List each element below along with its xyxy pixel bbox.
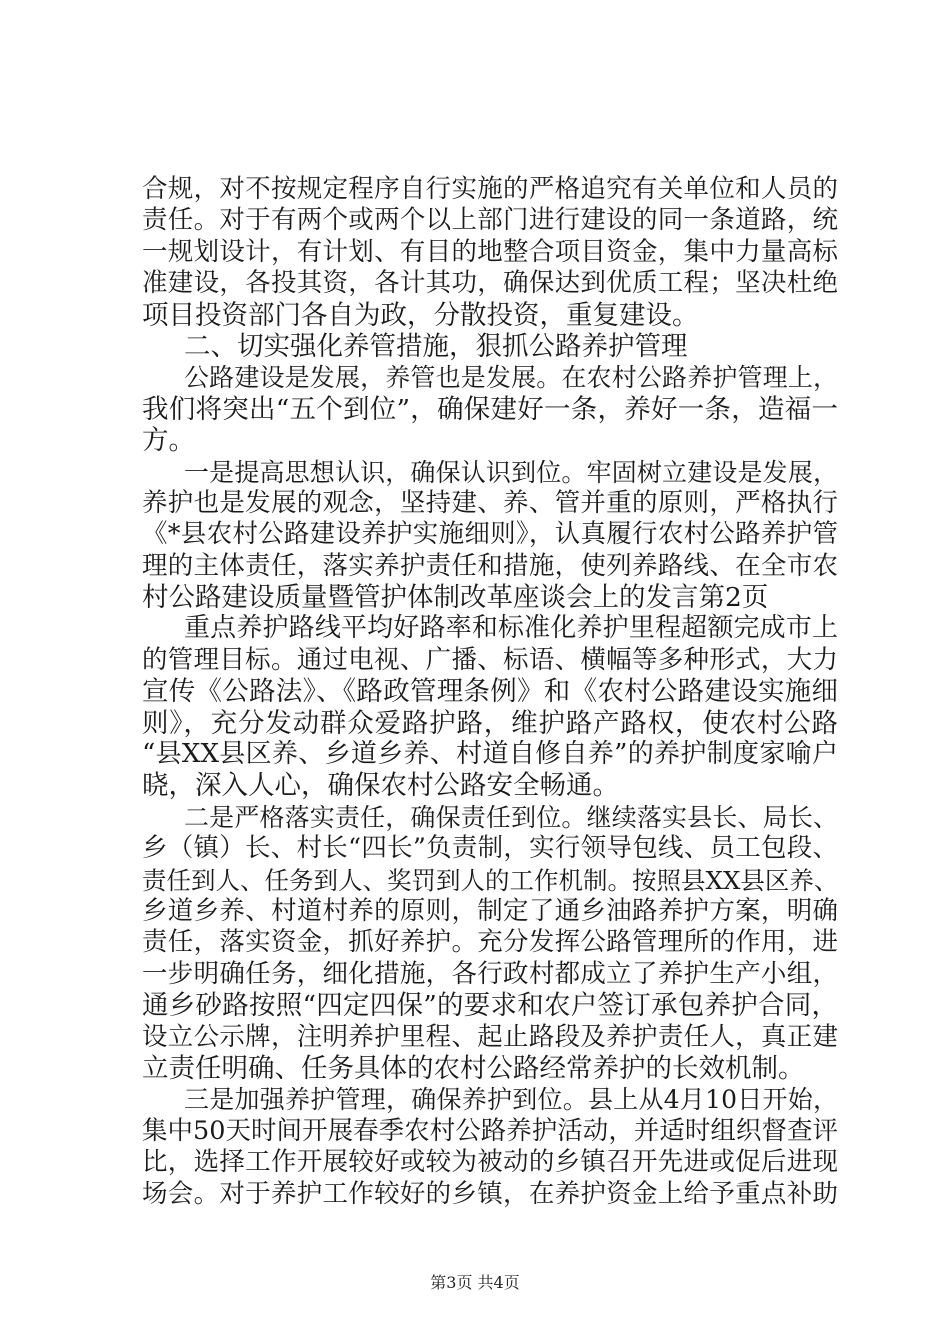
text-line: 三是加强养护管理，确保养护到位。县上从4月10日开始， [184, 1085, 838, 1115]
text-line: 项目投资部门各自为政，分散投资，重复建设。 [142, 299, 699, 331]
text-line: 公路建设是发展，养管也是发展。在农村公路养护管理上， [184, 363, 838, 393]
section-heading: 二、切实强化养管措施，狠抓公路养护管理 [184, 330, 688, 362]
document-body [142, 174, 838, 1210]
text-line: 乡道乡养、村道村养的原则，制定了通乡油路养护方案，明确 [142, 895, 838, 926]
text-line: 宣传《公路法》、《路政管理条例》和《农村公路建设实施细 [142, 676, 838, 708]
text-line: 一是提高思想认识，确保认识到位。牢固树立建设是发展， [184, 457, 838, 487]
text-line: 合规，对不按规定程序自行实施的严格追究有关单位和人员的 [142, 174, 838, 204]
text-line: 责任，落实资金，抓好养护。充分发挥公路管理所的作用，进 [142, 927, 838, 958]
text-line: 场会。对于养护工作较好的乡镇，在养护资金上给予重点补助 [142, 1178, 838, 1209]
text-line: 则》，充分发动群众爱路护路，维护路产路权，使农村公路 [142, 707, 838, 739]
text-line: 责任到人、任务到人、奖罚到人的工作机制。按照县XX县区养、 [142, 865, 839, 895]
text-line: “县XX县区养、乡道乡养、村道自修自养”的养护制度家喻户 [142, 739, 838, 770]
text-line: 养护也是发展的观念，坚持建、养、管并重的原则，严格执行 [142, 487, 838, 518]
text-line: 立责任明确、任务具体的农村公路经常养护的长效机制。 [142, 1052, 805, 1084]
text-line: 设立公示牌，注明养护里程、起止路段及养护责任人，真正建 [142, 1021, 838, 1052]
text-line: 《*县农村公路建设养护实施细则》，认真履行农村公路养护管 [142, 519, 838, 550]
text-line: 通乡砂路按照“四定四保”的要求和农户签订承包养护合同， [142, 990, 838, 1022]
text-line: 二是严格落实责任，确保责任到位。继续落实县长、局长、 [184, 802, 838, 832]
text-line: 村公路建设质量暨管护体制改革座谈会上的发言第2页 [142, 582, 769, 614]
text-line: 理的主体责任，落实养护责任和措施，使列养路线、在全市农 [142, 550, 838, 581]
text-line: 方。 [142, 425, 195, 457]
text-line: 比，选择工作开展较好或较为被动的乡镇召开先进或促后进现 [142, 1147, 838, 1178]
text-line: 一规划设计，有计划、有目的地整合项目资金，集中力量高标 [142, 236, 838, 267]
text-line: 准建设，各投其资，各计其功，确保达到优质工程；坚决杜绝 [142, 268, 838, 299]
text-line: 重点养护路线平均好路率和标准化养护里程超额完成市上 [184, 613, 838, 644]
text-line: 晓，深入人心，确保农村公路安全畅通。 [142, 770, 619, 802]
text-line: 乡（镇）长、村长“四长”负责制，实行领导包线、员工包段、 [142, 833, 838, 864]
page-number-footer: 第3页 共4页 [430, 1273, 520, 1292]
text-line: 一步明确任务，细化措施，各行政村都成立了养护生产小组， [142, 958, 838, 989]
text-line: 我们将突出“五个到位”，确保建好一条，养好一条，造福一 [142, 393, 838, 425]
text-line: 的管理目标。通过电视、广播、标语、横幅等多种形式，大力 [142, 644, 838, 675]
text-line: 责任。对于有两个或两个以上部门进行建设的同一条道路，统 [142, 205, 838, 236]
text-line: 集中50天时间开展春季农村公路养护活动，并适时组织督查评 [142, 1115, 838, 1146]
